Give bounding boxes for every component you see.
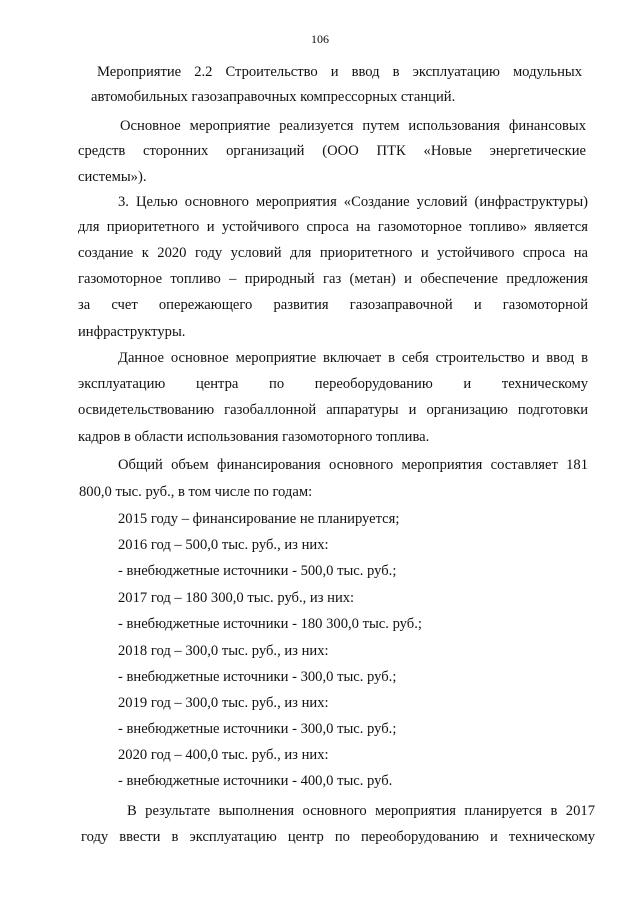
text-line: автомобильных газозаправочных компрессорных станций. [91,89,456,105]
text-line: кадров в области использования газомоторного топлива. [78,429,430,445]
text-line: - внебюджетные источники - 300,0 тыс. руб.; [118,721,397,737]
text-line: 2020 год – 400,0 тыс. руб., из них: [118,747,329,763]
text-line: 800,0 тыс. руб., в том числе по годам: [79,484,313,500]
text-line: Данное основное мероприятие включает в себя строительство и ввод в [118,350,588,366]
text-line: за счет опережающего развития газозаправочной и газомоторной [78,297,588,313]
text-line: году ввести в эксплуатацию центр по переоборудованию и техническому [81,829,595,845]
text-line: 2016 год – 500,0 тыс. руб., из них: [118,537,329,553]
text-line: - внебюджетные источники - 300,0 тыс. руб.; [118,669,397,685]
text-line: 3. Целью основного мероприятия «Создание условий (инфраструктуры) [118,194,588,210]
text-line: - внебюджетные источники - 500,0 тыс. руб.; [118,563,397,579]
text-line: освидетельствованию газобаллонной аппаратуры и организацию подготовки [78,402,588,418]
text-line: 2019 год – 300,0 тыс. руб., из них: [118,695,329,711]
text-line: 2018 год – 300,0 тыс. руб., из них: [118,643,329,659]
text-line: системы»). [78,169,147,185]
text-line: создание к 2020 году условий для приоритетного и устойчивого спроса на [78,245,588,261]
text-line: 2015 году – финансирование не планируется; [118,511,400,527]
text-line: инфраструктуры. [78,324,186,340]
text-line: Общий объем финансирования основного мероприятия составляет 181 [118,457,588,473]
text-line: - внебюджетные источники - 400,0 тыс. руб. [118,773,393,789]
text-line: газомоторное топливо – природный газ (метан) и обеспечение предложения [78,271,588,287]
text-line: 2017 год – 180 300,0 тыс. руб., из них: [118,590,355,606]
text-line: для приоритетного и устойчивого спроса на газомоторное топливо» является [78,219,588,235]
text-line: средств сторонних организаций (ООО ПТК «Новые энергетические [78,143,586,159]
page-number: 106 [311,32,329,46]
text-line: Мероприятие 2.2 Строительство и ввод в эксплуатацию модульных [97,64,582,80]
text-line: эксплуатацию центра по переоборудованию и техническому [78,376,588,392]
text-line: - внебюджетные источники - 180 300,0 тыс. руб.; [118,616,422,632]
text-line: В результате выполнения основного мероприятия планируется в 2017 [127,803,595,819]
text-line: Основное мероприятие реализуется путем использования финансовых [120,118,586,134]
